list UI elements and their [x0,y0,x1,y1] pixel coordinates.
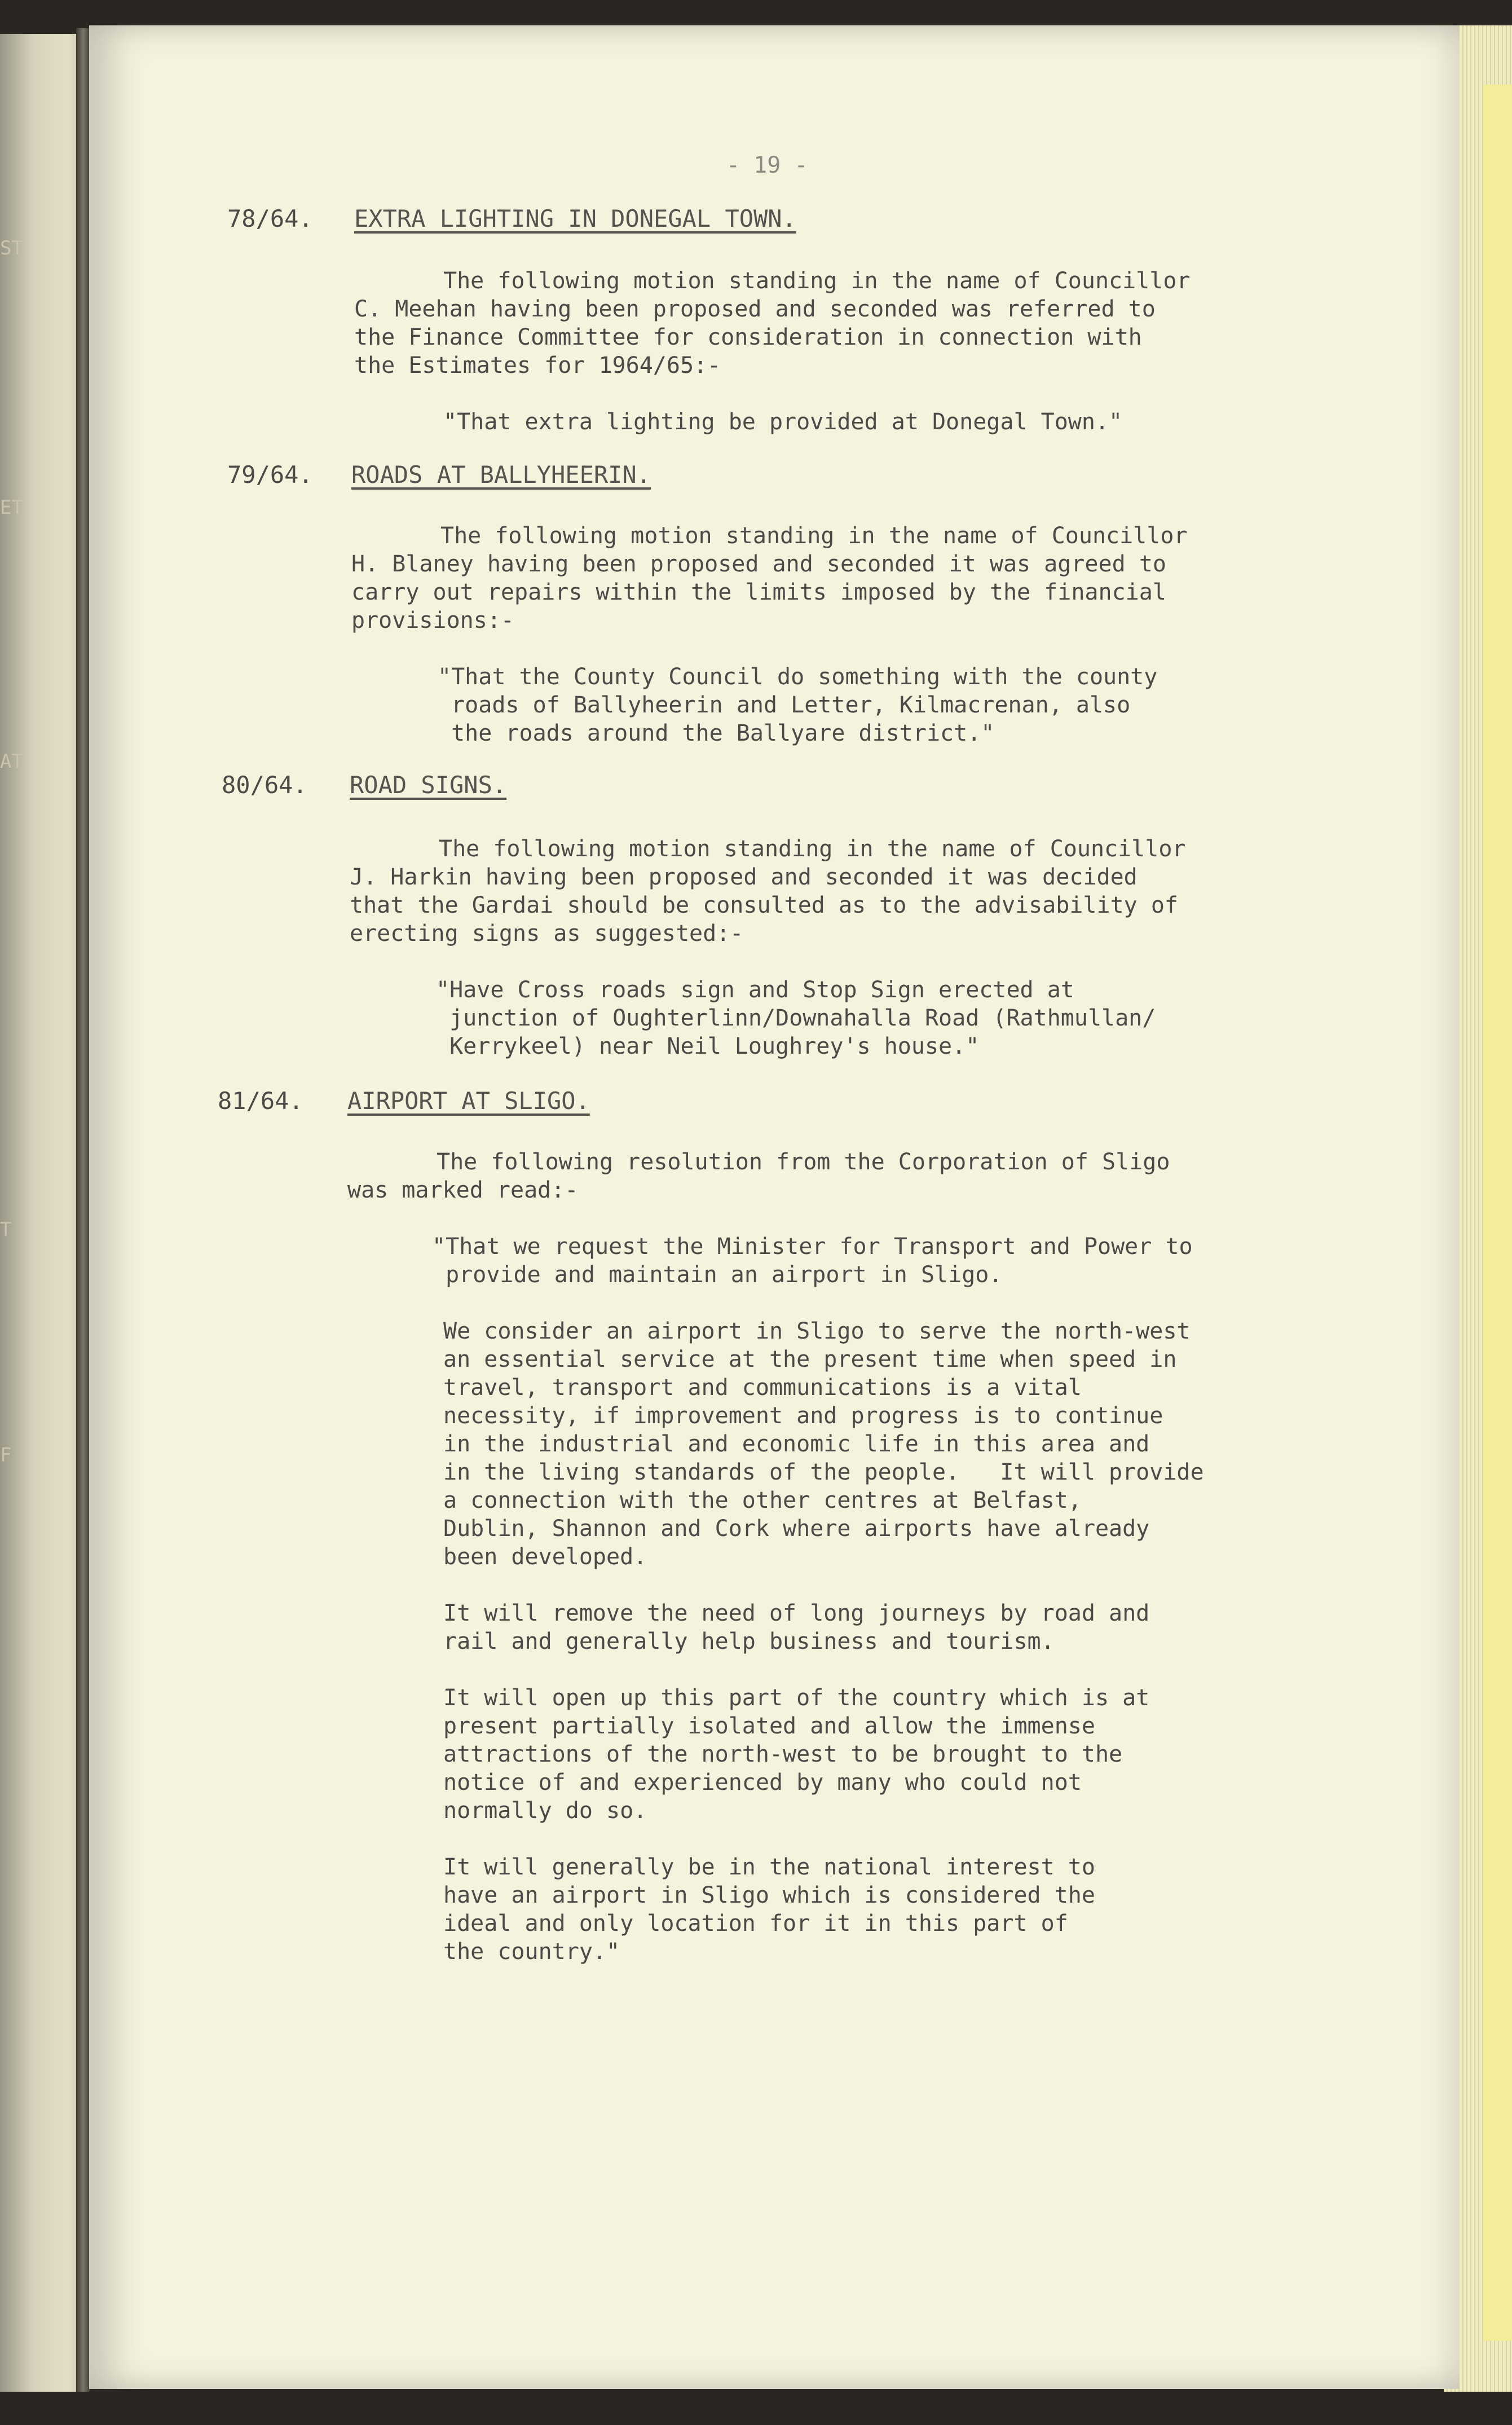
body-text: The following resolution from the Corporation of Sligo was marked read:- [347,1149,1170,1203]
section-heading: ROADS AT BALLYHEERIN. [351,461,651,488]
resolution-paragraph: We consider an airport in Sligo to serve the north-west an essential service at the present time when speed in travel, transport and communications is a vital necessity, if improvement and progress is to continue in the industrial and economic life in this area and in the living standards of the people. It will provide a connection with the other centres at Belfast, Dublin, Shannon and Cork where airports have already been developed. [443,1318,1204,1570]
yellow-page-edge [1483,85,1512,2341]
section-heading: AIRPORT AT SLIGO. [347,1087,590,1115]
section-body [354,267,1191,380]
motion-quote: "Have Cross roads sign and Stop Sign erected at junction of Oughterlinn/Downahalla Road (Rathmullan/ Kerrykeel) near Neil Loughrey's house." [436,977,1156,1059]
section-body [351,522,1188,635]
minute-number: 78/64. [227,205,313,232]
book-spine [76,28,90,2420]
section-heading: ROAD SIGNS. [350,771,507,799]
body-text: The following motion standing in the name of Councillor J. Harkin having been proposed and seconded it was decided that the Gardai should be consulted as to the advisability of erecting signs as suggested:- [350,836,1186,947]
resolution-paragraph: It will generally be in the national interest to have an airport in Sligo which is considered the ideal and only location for it in this part of the country." [443,1854,1095,1965]
resolution-quote: "That we request the Minister for Transport and Power to provide and maintain an airport in Sligo. [432,1234,1193,1288]
page-number: - 19 - [726,152,808,178]
minute-number: 79/64. [227,461,313,488]
bleed-through-text: ST [0,237,23,259]
bleed-through-text: AT [0,750,23,773]
section-body [347,1148,1170,1204]
motion-quote: "That extra lighting be provided at Donegal Town." [443,409,1123,435]
section-heading: EXTRA LIGHTING IN DONEGAL TOWN. [354,205,796,232]
minute-number: 80/64. [222,771,307,799]
motion-quote: "That the County Council do something with the county roads of Ballyheerin and Letter, Kilmacrenan, also the roads around the Ballyare district." [438,664,1158,746]
resolution-paragraph: It will remove the need of long journeys by road and rail and generally help business and tourism. [443,1600,1150,1654]
bleed-through-text: ET [0,496,23,519]
bleed-through-text: T [0,1218,12,1241]
bleed-through-text: F [0,1444,12,1467]
minute-number: 81/64. [218,1087,303,1115]
facing-page-edge [0,34,85,2420]
body-text: The following motion standing in the name of Councillor C. Meehan having been proposed and seconded was referred to the Finance Committee for consideration in connection with the Estimates for 1964/65:- [354,268,1191,379]
document-page [89,25,1460,2389]
resolution-paragraph: It will open up this part of the country which is at present partially isolated and allow the immense attractions of the north-west to be brought to the notice of and experienced by many who could not normally do so. [443,1685,1150,1824]
section-body [350,835,1186,948]
body-text: The following motion standing in the name of Councillor H. Blaney having been proposed and seconded it was agreed to carry out repairs within the limits imposed by the financial provisions:- [351,523,1188,633]
scan-border [0,2392,1512,2425]
